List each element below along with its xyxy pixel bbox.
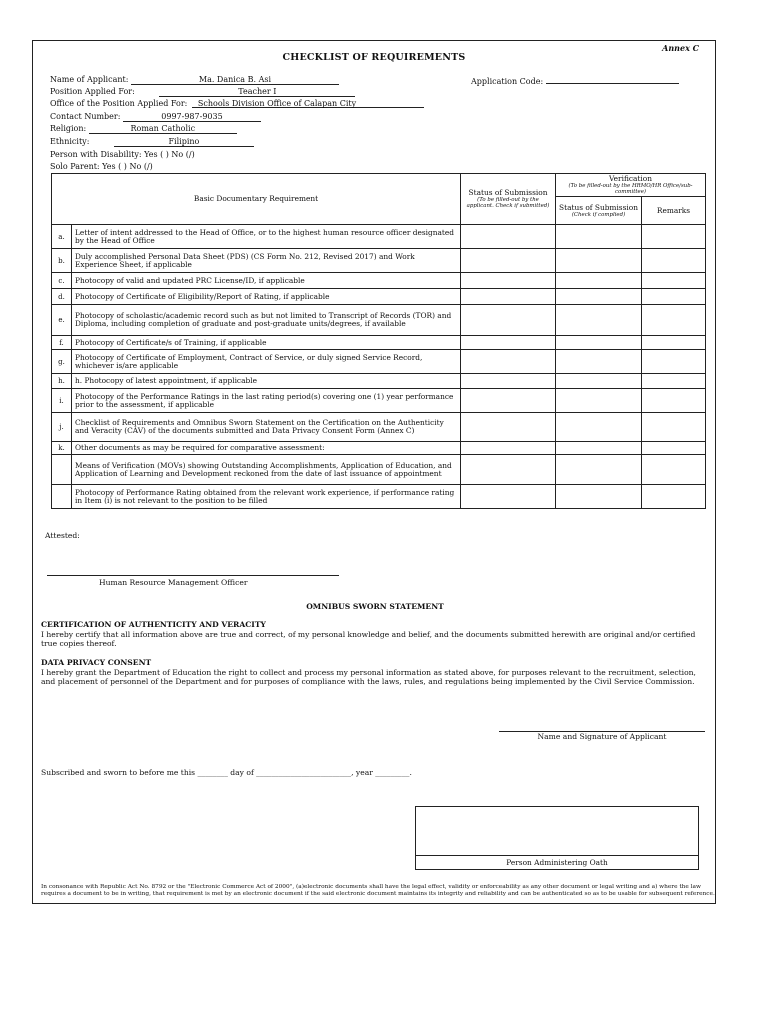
remarks-cell[interactable] (642, 249, 706, 273)
table-row (52, 442, 706, 455)
name-label: Name of Applicant: (50, 75, 129, 84)
applicant-signature-label: Name and Signature of Applicant (537, 732, 667, 741)
row-requirement: Photocopy of Certificate/s of Training, if applicable (72, 336, 461, 350)
ethnicity-row (50, 137, 254, 147)
form-frame (32, 40, 716, 904)
table-row (52, 249, 706, 273)
requirements-table (51, 173, 706, 509)
row-requirement: Photocopy of scholastic/academic record such as but not limited to Transcript of Records (TOR) and Diploma, including completion of graduate and post-graduate units/degrees, if available (72, 305, 461, 336)
code-field[interactable] (546, 75, 679, 84)
certification-text: I hereby certify that all information above are true and correct, of my personal knowledge and belief, and the documents submitted herewith are original and/or certified true copies thereof. (41, 630, 696, 649)
col-requirement-header: Basic Documentary Requirement (52, 174, 461, 225)
verifier-check-cell[interactable] (556, 289, 642, 305)
row-letter: k. (52, 442, 72, 455)
row-requirement: Letter of intent addressed to the Head of Office, or to the highest human resource officer designated by the Head of Office (72, 225, 461, 249)
table-row (52, 455, 706, 485)
contact-field[interactable]: 0997-987-9035 (123, 113, 261, 122)
remarks-cell[interactable] (642, 374, 706, 389)
remarks-cell[interactable] (642, 413, 706, 442)
table-row (52, 273, 706, 289)
religion-row (50, 124, 237, 134)
position-label: Position Applied For: (50, 87, 135, 96)
row-requirement: Duly accomplished Personal Data Sheet (PDS) (CS Form No. 212, Revised 2017) and Work Experience Sheet, if applicable (72, 249, 461, 273)
contact-row (50, 112, 261, 122)
footnote: In consonance with Republic Act No. 8792 or the "Electronic Commerce Act of 2000", (a)electronic documents shall have the legal effect, validity or enforceability as any other document or legal writing and a) where the law requires a document to be in writing, that requirement is met by an electronic document if the said electronic document maintains its integrity and reliability and can be authenticated so as to be usable for subsequent reference. (41, 884, 715, 897)
applicant-check-cell[interactable] (461, 455, 556, 485)
row-letter: h. (52, 374, 72, 389)
table-row (52, 305, 706, 336)
form-title: CHECKLIST OF REQUIREMENTS (282, 52, 466, 63)
col-ver-status-note: (Check if complied) (571, 211, 626, 218)
row-letter: i. (52, 389, 72, 413)
applicant-check-cell[interactable] (461, 225, 556, 249)
applicant-check-cell[interactable] (461, 374, 556, 389)
row-letter: d. (52, 289, 72, 305)
remarks-cell[interactable] (642, 305, 706, 336)
remarks-cell[interactable] (642, 442, 706, 455)
ethnicity-field[interactable]: Filipino (114, 138, 254, 147)
religion-field[interactable]: Roman Catholic (89, 125, 237, 134)
remarks-cell[interactable] (642, 289, 706, 305)
applicant-check-cell[interactable] (461, 350, 556, 374)
applicant-check-cell[interactable] (461, 249, 556, 273)
row-requirement: h. Photocopy of latest appointment, if applicable (72, 374, 461, 389)
subscribed-statement: Subscribed and sworn to before me this ________ day of _________________________, year _________. (41, 768, 412, 777)
applicant-check-cell[interactable] (461, 389, 556, 413)
oath-label: Person Administering Oath (416, 855, 698, 869)
contact-label: Contact Number: (50, 112, 121, 121)
remarks-cell[interactable] (642, 336, 706, 350)
row-letter: c. (52, 273, 72, 289)
verifier-check-cell[interactable] (556, 273, 642, 289)
omnibus-title: OMNIBUS SWORN STATEMENT (306, 602, 444, 611)
applicant-check-cell[interactable] (461, 485, 556, 509)
col-ver-status-header (556, 197, 642, 225)
col-verification-title: Verification (609, 174, 652, 183)
privacy-title: DATA PRIVACY CONSENT (41, 658, 152, 667)
applicant-check-cell[interactable] (461, 305, 556, 336)
row-requirement: Means of Verification (MOVs) showing Outstanding Accomplishments, Application of Education, and Application of Learning and Development reckoned from the date of last issuance of appointment (72, 455, 461, 485)
verifier-check-cell[interactable] (556, 249, 642, 273)
col-remarks-header: Remarks (642, 197, 706, 225)
certification-title: CERTIFICATION OF AUTHENTICITY AND VERACITY (41, 620, 266, 629)
office-field[interactable]: Schools Division Office of Calapan City (192, 100, 424, 108)
verifier-check-cell[interactable] (556, 389, 642, 413)
hrmo-signature-line[interactable] (47, 575, 339, 576)
code-label: Application Code: (471, 77, 544, 86)
row-letter: f. (52, 336, 72, 350)
office-row (50, 99, 424, 108)
row-requirement: Photocopy of Certificate of Eligibility/Report of Rating, if applicable (72, 289, 461, 305)
verifier-check-cell[interactable] (556, 225, 642, 249)
attested-label: Attested: (45, 531, 80, 540)
col-status-header (461, 174, 556, 225)
remarks-cell[interactable] (642, 350, 706, 374)
remarks-cell[interactable] (642, 225, 706, 249)
hrmo-label: Human Resource Management Officer (99, 578, 248, 587)
row-requirement: Photocopy of the Performance Ratings in the last rating period(s) covering one (1) year performance prior to the assessment, if applicable (72, 389, 461, 413)
table-row (52, 413, 706, 442)
col-verification-note: (To be filled-out by the HRMO/HR Office/sub-committee) (568, 183, 693, 195)
row-requirement: Checklist of Requirements and Omnibus Sworn Statement on the Certification on the Authenticity and Veracity (CAV) of the documents submitted and Data Privacy Consent Form (Annex C) (72, 413, 461, 442)
remarks-cell[interactable] (642, 485, 706, 509)
row-letter: b. (52, 249, 72, 273)
applicant-check-cell[interactable] (461, 273, 556, 289)
oath-box[interactable] (415, 806, 699, 870)
applicant-check-cell[interactable] (461, 289, 556, 305)
row-requirement: Photocopy of Certificate of Employment, Contract of Service, or duly signed Service Record, whichever is/are applicable (72, 350, 461, 374)
row-letter: e. (52, 305, 72, 336)
table-row (52, 350, 706, 374)
applicant-check-cell[interactable] (461, 442, 556, 455)
name-field[interactable]: Ma. Danica B. Asi (131, 76, 339, 85)
verifier-check-cell[interactable] (556, 442, 642, 455)
row-letter: g. (52, 350, 72, 374)
pwd-row: Person with Disability: Yes ( ) No (/) (50, 150, 195, 159)
remarks-cell[interactable] (642, 389, 706, 413)
name-row (50, 75, 339, 85)
row-requirement: Other documents as may be required for comparative assessment: (72, 442, 461, 455)
table-row (52, 389, 706, 413)
col-verification-header (556, 174, 706, 197)
row-letter (52, 455, 72, 485)
applicant-check-cell[interactable] (461, 413, 556, 442)
verifier-check-cell[interactable] (556, 336, 642, 350)
privacy-text: I hereby grant the Department of Education the right to collect and process my personal information as stated above, for purposes relevant to the recruitment, selection, and placement of personnel of the Department and for purposes of compliance with the laws, rules, and regulations being implemented by the Civil Service Commission. (41, 668, 696, 687)
position-field[interactable]: Teacher I (159, 88, 355, 97)
verifier-check-cell[interactable] (556, 455, 642, 485)
ethnicity-label: Ethnicity: (50, 137, 90, 146)
table-row (52, 289, 706, 305)
religion-label: Religion: (50, 124, 87, 133)
office-label: Office of the Position Applied For: (50, 99, 188, 108)
remarks-cell[interactable] (642, 455, 706, 485)
verifier-check-cell[interactable] (556, 350, 642, 374)
table-row (52, 225, 706, 249)
verifier-check-cell[interactable] (556, 374, 642, 389)
row-requirement: Photocopy of valid and updated PRC License/ID, if applicable (72, 273, 461, 289)
row-letter (52, 485, 72, 509)
position-row (50, 87, 355, 97)
remarks-cell[interactable] (642, 273, 706, 289)
applicant-check-cell[interactable] (461, 336, 556, 350)
table-row (52, 485, 706, 509)
table-row (52, 374, 706, 389)
col-status-note: (To be filled-out by the applicant. Check if submitted) (466, 197, 550, 209)
row-letter: j. (52, 413, 72, 442)
row-requirement: Photocopy of Performance Rating obtained from the relevant work experience, if performance rating in Item (i) is not relevant to the position to be filled (72, 485, 461, 509)
annex-label: Annex C (662, 43, 699, 53)
col-ver-status-title: Status of Submission (559, 202, 638, 212)
verifier-check-cell[interactable] (556, 305, 642, 336)
verifier-check-cell[interactable] (556, 413, 642, 442)
code-row (471, 75, 679, 86)
verifier-check-cell[interactable] (556, 485, 642, 509)
col-status-title: Status of Submission (468, 188, 548, 197)
table-row (52, 336, 706, 350)
row-letter: a. (52, 225, 72, 249)
solo-parent-row: Solo Parent: Yes ( ) No (/) (50, 162, 153, 171)
